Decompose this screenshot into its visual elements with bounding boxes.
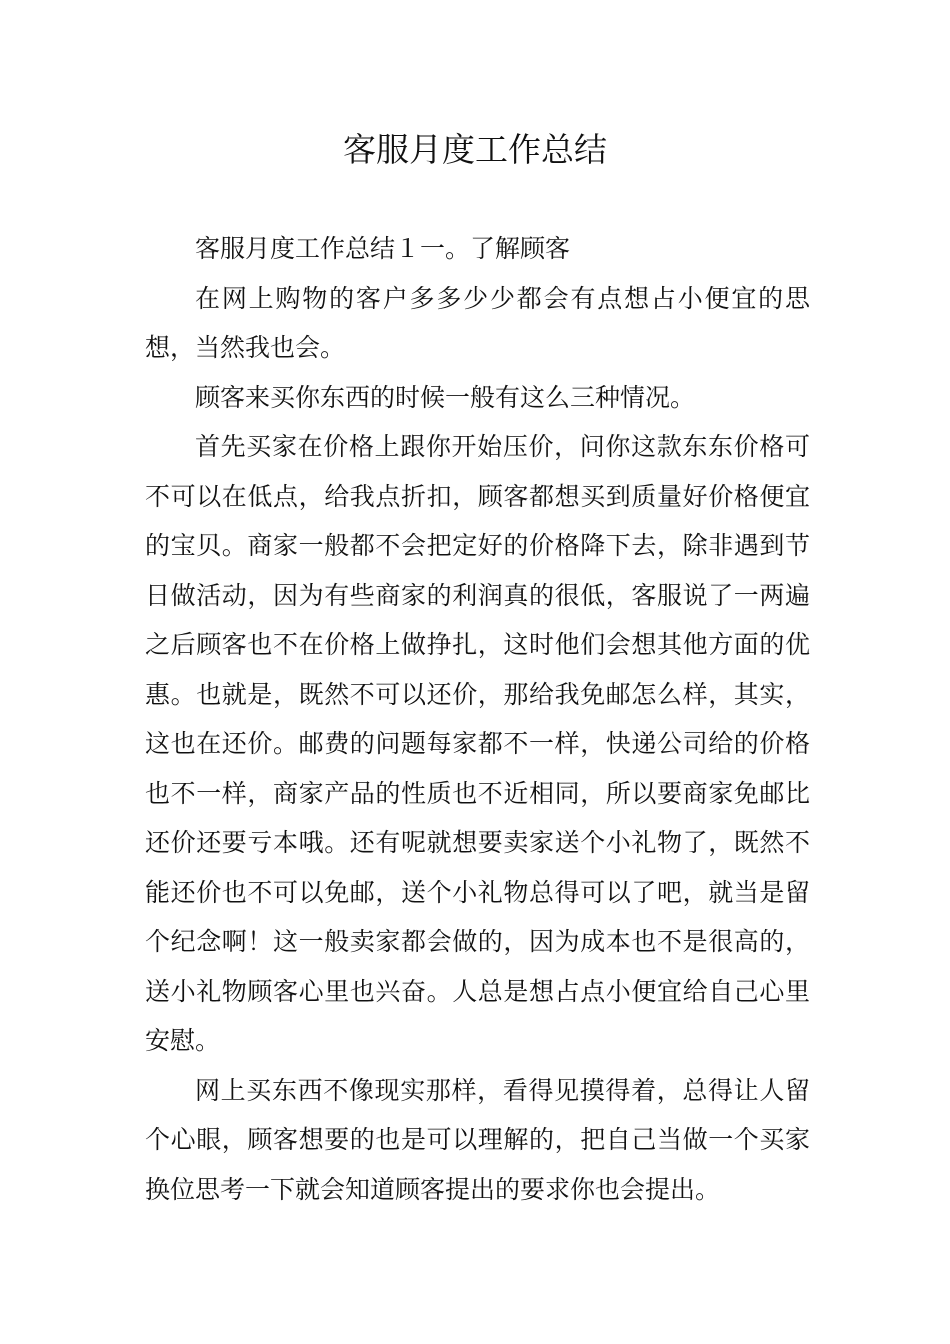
document-body	[145, 224, 810, 1214]
paragraph-intro: 客服月度工作总结１一。了解顾客	[195, 234, 571, 263]
paragraph-three-cases: 顾客来买你东西的时候一般有这么三种情况。	[195, 382, 696, 412]
paragraph-customer-mindset: 在网上购物的客户多多少少都会有点想占小便宜的思想，当然我也会。	[145, 283, 810, 362]
document-title: 客服月度工作总结	[343, 130, 607, 169]
paragraph-empathy: 网上买东西不像现实那样，看得见摸得着，总得让人留个心眼，顾客想要的也是可以理解的，把自己当做一个买家换位思考一下就会知道顾客提出的要求你也会提出。	[145, 1075, 810, 1204]
paragraph-bargaining: 首先买家在价格上跟你开始压价，问你这款东东价格可不可以在低点，给我点折扣，顾客都想买到质量好价格便宜的宝贝。商家一般都不会把定好的价格降下去，除非遇到节日做活动，因为有些商家的利润真的很低，客服说了一两遍之后顾客也不在价格上做挣扎，这时他们会想其他方面的优惠。也就是，既然不可以还价，那给我免邮怎么样，其实，这也在还价。邮费的问题每家都不一样，快递公司给的价格也不一样，商家产品的性质也不近相同，所以要商家免邮比还价还要亏本哦。还有呢就想要卖家送个小礼物了，既然不能还价也不可以免邮，送个小礼物总得可以了吧，就当是留个纪念啊！这一般卖家都会做的，因为成本也不是很高的，送小礼物顾客心里也兴奋。人总是想占点小便宜给自己心里安慰。	[145, 432, 810, 1055]
